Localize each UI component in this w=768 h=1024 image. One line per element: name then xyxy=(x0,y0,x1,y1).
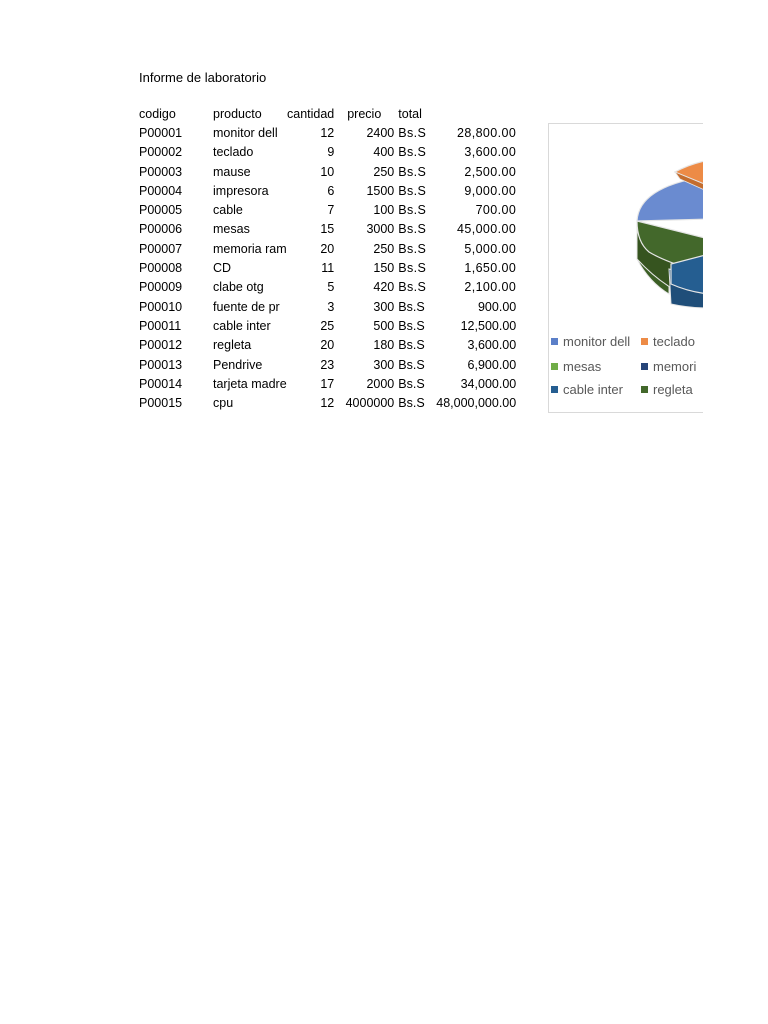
cell-codigo: P00001 xyxy=(139,125,183,140)
cell-moneda: Bs.S xyxy=(398,261,427,276)
pie-chart-plot xyxy=(549,124,703,334)
cell-moneda: Bs.S xyxy=(398,183,427,198)
cell-precio: 3000 xyxy=(366,222,395,237)
legend-label: teclado xyxy=(653,334,695,349)
table-row xyxy=(139,143,516,162)
cell-total: 34,000.00 xyxy=(460,376,517,391)
cell-precio: 2000 xyxy=(366,376,395,391)
cell-codigo: P00004 xyxy=(139,183,183,198)
report-title: Informe de laboratorio xyxy=(139,70,267,85)
table-row xyxy=(139,297,516,316)
table-row xyxy=(139,355,516,374)
cell-producto: cable xyxy=(213,203,243,218)
cell-moneda: Bs.S xyxy=(398,299,425,314)
cell-codigo: P00013 xyxy=(139,357,183,372)
cell-codigo: P00012 xyxy=(139,338,183,353)
cell-producto: regleta xyxy=(213,338,252,353)
cell-cantidad: 3 xyxy=(327,299,335,314)
cell-cantidad: 11 xyxy=(321,261,335,276)
table-row xyxy=(139,393,516,412)
cell-moneda: Bs.S xyxy=(398,145,427,160)
cell-total: 28,800.00 xyxy=(457,125,517,140)
cell-moneda: Bs.S xyxy=(398,125,427,140)
cell-producto: cable inter xyxy=(213,318,271,333)
pie-chart[interactable] xyxy=(548,123,703,413)
cell-producto: cpu xyxy=(213,396,234,411)
cell-cantidad: 25 xyxy=(320,318,335,333)
cell-precio: 300 xyxy=(373,357,395,372)
cell-precio: 400 xyxy=(373,145,395,160)
cell-producto: impresora xyxy=(213,183,269,198)
legend-item xyxy=(551,382,623,397)
cell-codigo: P00015 xyxy=(139,396,183,411)
cell-moneda: Bs.S xyxy=(398,318,425,333)
cell-precio: 100 xyxy=(373,203,395,218)
legend-item xyxy=(551,359,601,374)
cell-total: 2,500.00 xyxy=(464,164,517,179)
cell-producto: fuente de pr xyxy=(213,299,280,314)
cell-codigo: P00010 xyxy=(139,299,183,314)
cell-precio: 150 xyxy=(373,261,395,276)
table-row xyxy=(139,162,516,181)
cell-codigo: P00008 xyxy=(139,261,183,276)
header-precio: precio xyxy=(347,106,382,121)
cell-producto: mesas xyxy=(213,222,250,237)
table-row xyxy=(139,123,516,142)
table-row xyxy=(139,239,516,258)
legend-label: memori xyxy=(653,359,697,374)
cell-total: 2,100.00 xyxy=(464,280,517,295)
cell-codigo: P00014 xyxy=(139,376,183,391)
cell-total: 6,900.00 xyxy=(467,357,517,372)
cell-producto: clabe otg xyxy=(213,280,264,295)
cell-cantidad: 10 xyxy=(320,164,335,179)
cell-producto: Pendrive xyxy=(213,357,263,372)
cell-codigo: P00003 xyxy=(139,164,183,179)
cell-cantidad: 17 xyxy=(320,376,335,391)
cell-precio: 4000000 xyxy=(345,396,395,411)
table-row xyxy=(139,374,516,393)
header-total: total xyxy=(398,106,422,121)
legend-swatch xyxy=(641,363,648,370)
cell-precio: 180 xyxy=(373,338,395,353)
cell-moneda: Bs.S xyxy=(398,241,427,256)
cell-codigo: P00007 xyxy=(139,241,183,256)
table-row xyxy=(139,181,516,200)
table-row xyxy=(139,316,516,335)
cell-precio: 1500 xyxy=(366,183,395,198)
cell-total: 3,600.00 xyxy=(464,145,517,160)
legend-label: monitor dell xyxy=(563,334,631,349)
cell-producto: CD xyxy=(213,261,232,276)
cell-total: 900.00 xyxy=(477,299,517,314)
cell-precio: 2400 xyxy=(366,125,395,140)
header-cantidad: cantidad xyxy=(287,106,335,121)
cell-precio: 420 xyxy=(373,280,395,295)
table-row xyxy=(139,336,516,355)
cell-codigo: P00005 xyxy=(139,203,183,218)
legend-item xyxy=(641,359,696,374)
legend-swatch xyxy=(551,386,558,393)
cell-precio: 500 xyxy=(373,318,395,333)
legend-item xyxy=(641,334,695,349)
cell-moneda: Bs.S xyxy=(398,338,425,353)
table-row xyxy=(139,200,516,219)
cell-cantidad: 7 xyxy=(327,203,335,218)
legend-label: mesas xyxy=(563,359,602,374)
legend-label: regleta xyxy=(653,382,693,397)
cell-moneda: Bs.S xyxy=(398,203,427,218)
legend-item xyxy=(641,382,693,397)
cell-total: 9,000.00 xyxy=(464,183,517,198)
cell-cantidad: 15 xyxy=(320,222,335,237)
cell-moneda: Bs.S xyxy=(398,357,425,372)
header-producto: producto xyxy=(213,106,262,121)
cell-producto: tarjeta madre xyxy=(213,376,287,391)
cell-producto: memoria ram xyxy=(213,241,287,256)
data-table xyxy=(139,104,516,413)
cell-moneda: Bs.S xyxy=(398,164,427,179)
cell-producto: mause xyxy=(213,164,251,179)
legend-swatch xyxy=(641,338,648,345)
cell-total: 3,600.00 xyxy=(467,338,517,353)
cell-cantidad: 12 xyxy=(320,125,335,140)
cell-cantidad: 5 xyxy=(327,280,335,295)
cell-moneda: Bs.S xyxy=(398,376,425,391)
cell-codigo: P00011 xyxy=(139,318,182,333)
table-row xyxy=(139,258,516,277)
cell-cantidad: 23 xyxy=(320,357,335,372)
cell-total: 5,000.00 xyxy=(464,241,517,256)
cell-cantidad: 12 xyxy=(320,396,335,411)
cell-total: 1,650.00 xyxy=(464,261,517,276)
header-empty xyxy=(436,104,516,123)
cell-total: 45,000.00 xyxy=(457,222,517,237)
cell-moneda: Bs.S xyxy=(398,396,425,411)
cell-total: 12,500.00 xyxy=(460,318,517,333)
cell-precio: 250 xyxy=(373,241,395,256)
legend-label: cable inter xyxy=(563,382,623,397)
cell-cantidad: 20 xyxy=(320,338,335,353)
cell-total: 700.00 xyxy=(475,203,517,218)
cell-precio: 300 xyxy=(373,299,395,314)
cell-total: 48,000,000.00 xyxy=(436,396,517,411)
cell-codigo: P00006 xyxy=(139,222,183,237)
cell-moneda: Bs.S xyxy=(398,222,427,237)
table-header-row xyxy=(139,104,516,123)
table-row xyxy=(139,278,516,297)
cell-moneda: Bs.S xyxy=(398,280,427,295)
cell-cantidad: 9 xyxy=(327,145,335,160)
cell-cantidad: 20 xyxy=(320,241,335,256)
legend-item xyxy=(551,334,630,349)
cell-codigo: P00002 xyxy=(139,145,183,160)
cell-codigo: P00009 xyxy=(139,280,183,295)
cell-cantidad: 6 xyxy=(327,183,335,198)
legend-swatch xyxy=(551,338,558,345)
legend-swatch xyxy=(551,363,558,370)
table-row xyxy=(139,220,516,239)
cell-precio: 250 xyxy=(373,164,395,179)
cell-producto: teclado xyxy=(213,145,254,160)
cell-producto: monitor dell xyxy=(213,125,278,140)
header-codigo: codigo xyxy=(139,106,176,121)
legend-swatch xyxy=(641,386,648,393)
